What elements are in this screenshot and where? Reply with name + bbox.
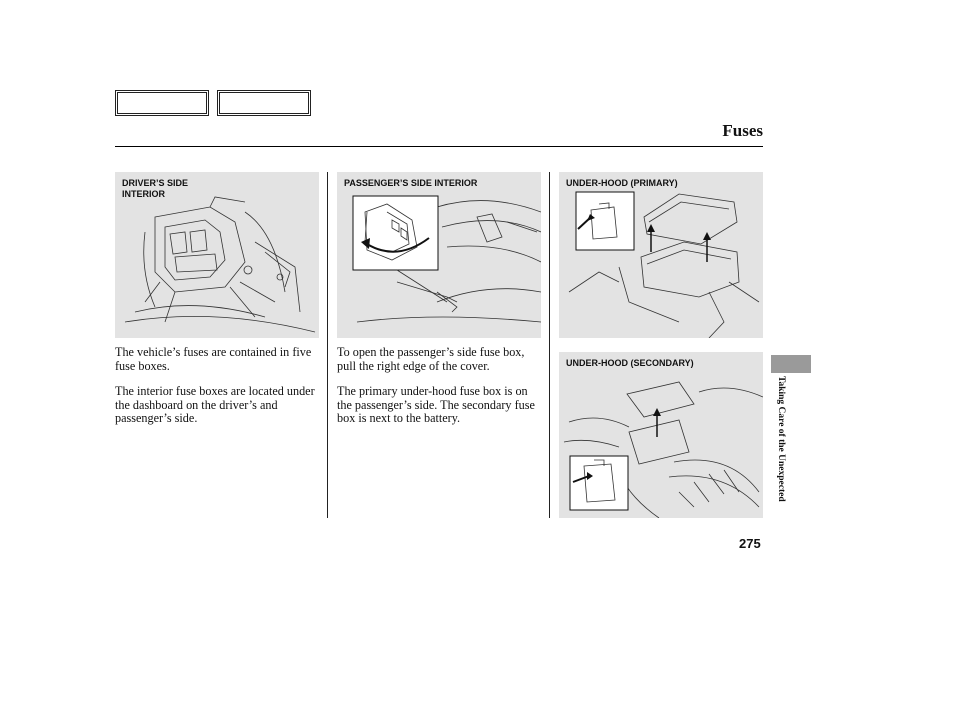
figure-under-hood-primary bbox=[559, 172, 763, 338]
figure-passenger-side-interior bbox=[337, 172, 541, 338]
figure-caption: PASSENGER’S SIDE INTERIOR bbox=[344, 178, 478, 188]
section-label: Taking Care of the Unexpected bbox=[776, 376, 786, 502]
page-number: 275 bbox=[739, 536, 761, 551]
figure-under-hood-secondary bbox=[559, 352, 763, 518]
primary-fuse-box-illustration bbox=[559, 172, 763, 338]
body-paragraph: To open the passenger’s side fuse box, pull the right edge of the cover. bbox=[337, 345, 525, 373]
figure-driver-side-interior bbox=[115, 172, 319, 338]
figure-caption: UNDER-HOOD (SECONDARY) bbox=[566, 358, 694, 368]
column-divider-2 bbox=[549, 172, 550, 518]
body-paragraph: The vehicle’s fuses are contained in five fuse boxes. bbox=[115, 345, 312, 373]
title-divider bbox=[115, 146, 763, 147]
nav-button-index[interactable] bbox=[217, 90, 311, 116]
nav-button-contents[interactable] bbox=[115, 90, 209, 116]
figure-caption: UNDER-HOOD (PRIMARY) bbox=[566, 178, 678, 188]
column-divider-1 bbox=[327, 172, 328, 518]
body-paragraph: The interior fuse boxes are located under the dashboard on the driver’s and passenger’s side. bbox=[115, 384, 315, 425]
body-paragraph: The primary under-hood fuse box is on the passenger’s side. The secondary fuse box is next to the battery. bbox=[337, 384, 535, 425]
section-tab bbox=[771, 355, 811, 373]
secondary-fuse-box-illustration bbox=[559, 352, 763, 518]
passenger-fuse-box-illustration bbox=[337, 172, 541, 338]
page-title: Fuses bbox=[722, 121, 763, 140]
figure-caption: DRIVER’S SIDE INTERIOR bbox=[122, 178, 189, 199]
